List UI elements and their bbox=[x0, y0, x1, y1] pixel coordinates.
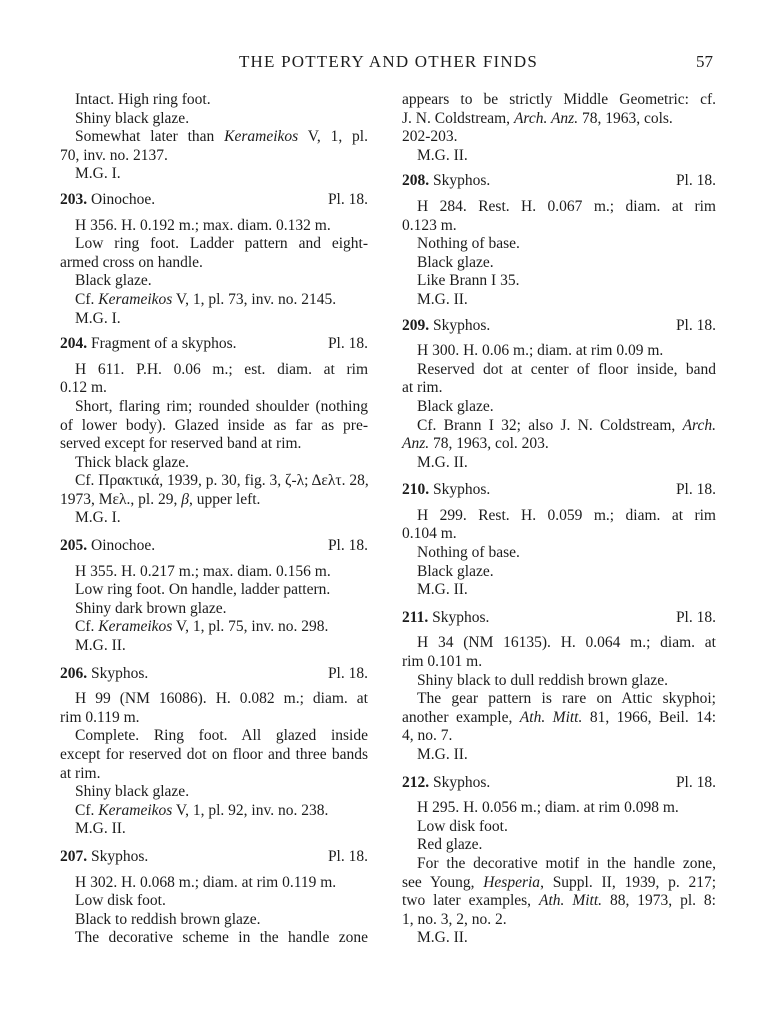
text-line: M.G. II. bbox=[75, 637, 126, 655]
spacer bbox=[60, 839, 368, 848]
entry-title: Skyphos. bbox=[87, 664, 149, 682]
entry-title: Skyphos. bbox=[429, 172, 491, 190]
text-line: H 300. H. 0.06 m.; diam. at rim 0.09 m. bbox=[417, 342, 664, 360]
text-line: M.G. II. bbox=[417, 929, 468, 947]
text-line: H 302. H. 0.068 m.; diam. at rim 0.119 m. bbox=[75, 873, 337, 891]
spacer bbox=[60, 354, 368, 361]
entry-number: 206. bbox=[60, 664, 88, 682]
text-line: Short, flaring rim; rounded shoulder (nothing bbox=[75, 397, 368, 415]
catalogue-entry-heading bbox=[60, 335, 368, 354]
spacer bbox=[60, 184, 368, 191]
spacer bbox=[402, 472, 716, 481]
text-line: Somewhat later than Kerameikos V, 1, pl. bbox=[75, 128, 368, 146]
text-line: Black glaze. bbox=[417, 253, 494, 271]
text-line: H 284. Rest. H. 0.067 m.; diam. at rim bbox=[417, 197, 716, 215]
text-line: M.G. II. bbox=[417, 146, 468, 164]
entry-number: 207. bbox=[60, 847, 88, 865]
plate-reference: Pl. 18. bbox=[327, 335, 368, 353]
text-line: Low ring foot. On handle, ladder pattern. bbox=[75, 581, 331, 599]
text-line: H 295. H. 0.056 m.; diam. at rim 0.098 m. bbox=[417, 799, 679, 817]
catalogue-entry-heading bbox=[402, 481, 716, 500]
spacer bbox=[402, 792, 716, 799]
spacer bbox=[60, 556, 368, 563]
spacer bbox=[60, 328, 368, 335]
text-line: Shiny black glaze. bbox=[75, 783, 190, 801]
text-line: Nothing of base. bbox=[417, 544, 520, 562]
text-line: appears to be strictly Middle Geometric: cf. bbox=[402, 91, 716, 108]
text-line: Black glaze. bbox=[417, 562, 494, 580]
page-number: 57 bbox=[696, 52, 713, 71]
running-title: THE POTTERY AND OTHER FINDS bbox=[238, 52, 539, 71]
text-line: Shiny dark brown glaze. bbox=[75, 599, 227, 617]
catalogue-entry-heading bbox=[60, 848, 368, 867]
entry-title: Skyphos. bbox=[429, 316, 491, 334]
text-line: H 99 (NM 16086). H. 0.082 m.; diam. at bbox=[75, 690, 368, 708]
text-line: M.G. II. bbox=[417, 453, 468, 471]
text-line: Shiny black to dull reddish brown glaze. bbox=[417, 671, 668, 689]
text-line: Complete. Ring foot. All glazed inside bbox=[75, 727, 368, 745]
spacer bbox=[60, 656, 368, 665]
text-line: Reserved dot at center of floor inside, band bbox=[417, 360, 716, 378]
catalogue-entry-heading bbox=[402, 774, 716, 793]
text-line: Thick black glaze. bbox=[75, 453, 190, 471]
entry-number: 209. bbox=[402, 316, 430, 334]
text-line: Cf. Kerameikos V, 1, pl. 73, inv. no. 2145. bbox=[75, 290, 337, 308]
entry-title: Oinochoe. bbox=[87, 190, 156, 208]
text-line: M.G. I. bbox=[75, 509, 121, 527]
text-line: served except for reserved band at rim. bbox=[60, 435, 302, 453]
spacer bbox=[60, 867, 368, 874]
text-line: of lower body). Glazed inside as far as pre- bbox=[60, 416, 368, 434]
text-line: Cf. Brann I 32; also J. N. Coldstream, Arch. bbox=[417, 416, 716, 434]
spacer bbox=[402, 765, 716, 774]
spacer bbox=[402, 627, 716, 634]
text-line: Nothing of base. bbox=[417, 235, 520, 253]
running-header bbox=[0, 52, 777, 76]
text-line: Low disk foot. bbox=[75, 892, 166, 910]
text-line: Low ring foot. Ladder pattern and eight- bbox=[75, 235, 368, 253]
text-line: 1, no. 3, 2, no. 2. bbox=[402, 910, 507, 928]
text-line: H 355. H. 0.217 m.; max. diam. 0.156 m. bbox=[75, 562, 331, 580]
text-line: The gear pattern is rare on Attic skyphoi; bbox=[417, 690, 716, 708]
text-line: Black glaze. bbox=[75, 272, 152, 290]
spacer bbox=[402, 191, 716, 198]
plate-reference: Pl. 18. bbox=[675, 773, 716, 791]
entry-number: 204. bbox=[60, 335, 88, 353]
catalogue-entry-heading bbox=[402, 317, 716, 336]
catalogue-entry-heading bbox=[402, 172, 716, 191]
text-line: at rim. bbox=[402, 379, 443, 397]
plate-reference: Pl. 18. bbox=[327, 664, 368, 682]
text-line: Intact. High ring foot. bbox=[75, 91, 211, 108]
text-line: 202-203. bbox=[402, 128, 458, 146]
text-line: two later examples, Ath. Mitt. 88, 1973, pl. 8: bbox=[402, 892, 716, 910]
plate-reference: Pl. 18. bbox=[327, 847, 368, 865]
text-line: 1973, Μελ., pl. 29, β, upper left. bbox=[60, 490, 261, 508]
text-line: H 34 (NM 16135). H. 0.064 m.; diam. at bbox=[417, 634, 716, 652]
entry-number: 212. bbox=[402, 773, 430, 791]
text-line: 70, inv. no. 2137. bbox=[60, 146, 168, 164]
entry-number: 210. bbox=[402, 481, 430, 499]
text-line: except for reserved dot on floor and three bands bbox=[60, 746, 368, 763]
entry-title: Fragment of a skyphos. bbox=[87, 335, 237, 353]
text-line: armed cross on handle. bbox=[60, 253, 203, 271]
entry-title: Skyphos. bbox=[429, 481, 491, 499]
catalogue-entry-heading bbox=[402, 609, 716, 628]
spacer bbox=[60, 210, 368, 217]
text-line: Like Brann I 35. bbox=[417, 272, 520, 290]
spacer bbox=[402, 500, 716, 507]
catalogue-entry-heading bbox=[60, 537, 368, 556]
plate-reference: Pl. 18. bbox=[675, 316, 716, 334]
text-line: Shiny black glaze. bbox=[75, 109, 190, 127]
plate-reference: Pl. 18. bbox=[327, 190, 368, 208]
entry-title: Skyphos. bbox=[87, 847, 149, 865]
plate-reference: Pl. 18. bbox=[675, 172, 716, 190]
catalogue-entry-heading bbox=[60, 191, 368, 210]
text-line: Black glaze. bbox=[417, 397, 494, 415]
spacer bbox=[60, 528, 368, 537]
text-line: M.G. I. bbox=[75, 165, 121, 183]
text-line: Cf. Πρακτικά, 1939, p. 30, fig. 3, ζ-λ; Δελτ. 28, bbox=[75, 472, 369, 490]
text-line: Anz. 78, 1963, col. 203. bbox=[402, 435, 549, 453]
text-line: M.G. I. bbox=[75, 309, 121, 327]
text-line: Cf. Kerameikos V, 1, pl. 92, inv. no. 238. bbox=[75, 801, 329, 819]
text-line: H 356. H. 0.192 m.; max. diam. 0.132 m. bbox=[75, 216, 331, 234]
text-line: Low disk foot. bbox=[417, 817, 508, 835]
spacer bbox=[402, 165, 716, 172]
text-line: For the decorative motif in the handle zone, bbox=[417, 854, 716, 872]
entry-title: Oinochoe. bbox=[87, 537, 156, 555]
text-line: M.G. II. bbox=[417, 290, 468, 308]
entry-number: 205. bbox=[60, 537, 88, 555]
text-line: 4, no. 7. bbox=[402, 727, 453, 745]
entry-number: 211. bbox=[402, 608, 429, 626]
text-line: J. N. Coldstream, Arch. Anz. 78, 1963, cols. bbox=[402, 109, 673, 127]
text-line: rim 0.101 m. bbox=[402, 653, 483, 671]
spacer bbox=[402, 310, 716, 317]
text-line: at rim. bbox=[60, 764, 101, 782]
text-line: H 299. Rest. H. 0.059 m.; diam. at rim bbox=[417, 506, 716, 524]
entry-number: 203. bbox=[60, 190, 88, 208]
spacer bbox=[402, 600, 716, 609]
text-line: see Young, Hesperia, Suppl. II, 1939, p. 217; bbox=[402, 873, 716, 891]
plate-reference: Pl. 18. bbox=[675, 608, 716, 626]
text-line: 0.123 m. bbox=[402, 216, 457, 234]
entry-number: 208. bbox=[402, 172, 430, 190]
catalogue-entry-heading bbox=[60, 665, 368, 684]
text-line: Black to reddish brown glaze. bbox=[75, 910, 261, 928]
text-line: rim 0.119 m. bbox=[60, 708, 140, 726]
text-line: Cf. Kerameikos V, 1, pl. 75, inv. no. 298. bbox=[75, 618, 329, 636]
entry-title: Skyphos. bbox=[429, 773, 491, 791]
left-column bbox=[60, 91, 368, 948]
spacer bbox=[60, 683, 368, 690]
plate-reference: Pl. 18. bbox=[327, 537, 368, 555]
text-line: M.G. II. bbox=[75, 820, 126, 838]
text-line: M.G. II. bbox=[417, 581, 468, 599]
text-line: The decorative scheme in the handle zone bbox=[75, 929, 368, 947]
text-line: Red glaze. bbox=[417, 836, 483, 854]
text-line: another example, Ath. Mitt. 81, 1966, Beil. 14: bbox=[402, 708, 717, 726]
text-line: M.G. II. bbox=[417, 746, 468, 763]
right-column bbox=[402, 91, 716, 948]
plate-reference: Pl. 18. bbox=[675, 481, 716, 499]
spacer bbox=[402, 335, 716, 342]
text-line: 0.104 m. bbox=[402, 525, 457, 543]
text-line: 0.12 m. bbox=[60, 379, 107, 397]
text-line: H 611. P.H. 0.06 m.; est. diam. at rim bbox=[75, 360, 368, 378]
entry-title: Skyphos. bbox=[428, 608, 490, 626]
